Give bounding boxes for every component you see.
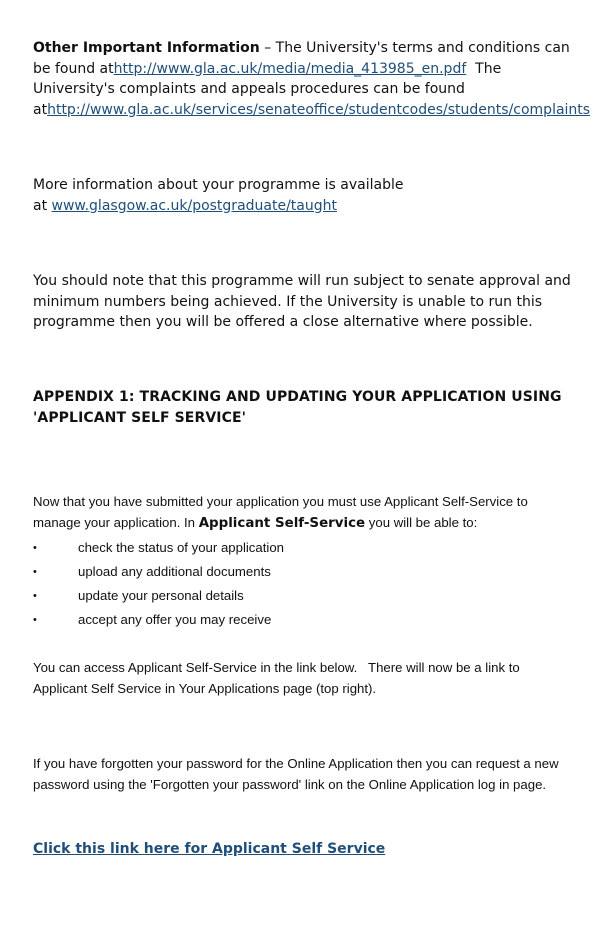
other-info-text-1: The University's terms and conditions can be found at: [33, 40, 570, 77]
appendix-heading-line-2: 'APPLICANT SELF SERVICE': [33, 409, 247, 426]
list-item-text: update your personal details: [78, 588, 244, 603]
appendix-heading: [33, 387, 573, 428]
list-item-text: upload any additional documents: [78, 564, 271, 579]
self-service-features-list: [33, 536, 573, 632]
password-paragraph: If you have forgotten your password for the Online Application then you can request a new password using the 'Forgotten your password' link on the Online Application log in page.: [33, 756, 559, 792]
list-item-text: check the status of your application: [78, 540, 284, 555]
self-service-intro: [33, 492, 573, 536]
appendix-heading-line-1: APPENDIX 1: TRACKING AND UPDATING YOUR APPLICATION USING: [33, 389, 562, 405]
list-item-text: accept any offer you may receive: [78, 612, 272, 627]
more-info-text: More information about your programme is available: [33, 177, 404, 193]
other-info-dash: –: [259, 40, 276, 56]
more-info-at: at: [33, 197, 52, 214]
bullet-icon: •: [33, 590, 37, 602]
list-item: [33, 584, 573, 608]
list-item: [33, 536, 573, 560]
other-info-text-2: The University's complaints and appeals procedures can be found at: [33, 60, 506, 118]
access-paragraph: You can access Applicant Self-Service in the link below. There will now be a link to Applicant Self Service in Your Applications page (top right).: [33, 660, 523, 696]
programme-note-paragraph: You should note that this programme will run subject to senate approval and minimum numbers being achieved. If the University is unable to run this programme then you will be offered a close alternative where possible.: [33, 273, 571, 330]
self-service-intro-text-2: you will be able to:: [365, 514, 478, 530]
more-info-paragraph: [33, 175, 573, 216]
bullet-icon: •: [33, 566, 37, 578]
applicant-self-service-link[interactable]: Click this link here for Applicant Self Service: [33, 841, 386, 857]
terms-conditions-link[interactable]: http://www.gla.ac.uk/media/media_413985_en.pdf: [113, 60, 467, 77]
other-info-heading: Other Important Information: [33, 40, 260, 56]
list-item: [33, 560, 573, 584]
complaints-procedures-link[interactable]: http://www.gla.ac.uk/services/senateoffice/studentcodes/students/complaints: [47, 101, 591, 118]
bullet-icon: •: [33, 614, 37, 626]
document-page: [33, 38, 591, 857]
postgraduate-taught-link[interactable]: www.glasgow.ac.uk/postgraduate/taught: [51, 197, 337, 214]
other-info-paragraph: [33, 38, 591, 120]
self-service-intro-bold: Applicant Self-Service: [198, 515, 366, 531]
bullet-icon: •: [33, 542, 37, 554]
self-service-intro-text-1: Now that you have submitted your application you must use Applicant Self-Service to manage your application. In: [33, 494, 528, 530]
list-item: [33, 608, 573, 632]
